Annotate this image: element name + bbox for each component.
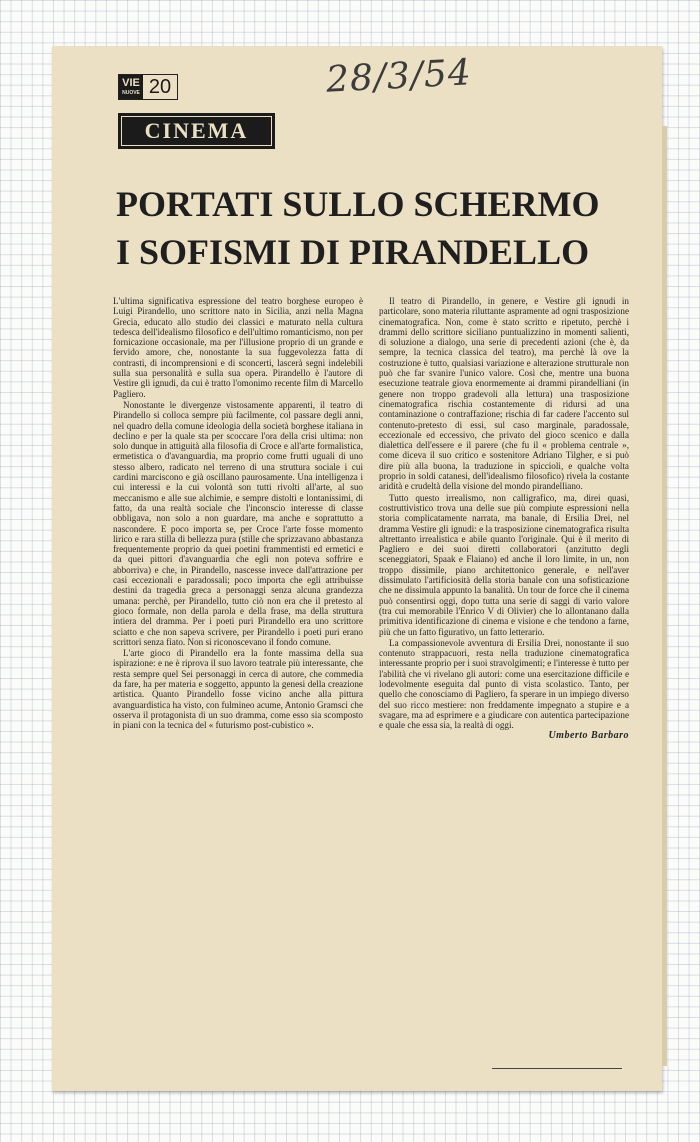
paragraph: Nonostante le divergenze vistosamente apparenti, il teatro di Pirandello si colloca sempre più facilmente, col passare degli anni, nel quadro della comune ideologia della società borghese italiana in declino e per la quale sta per scoccare l'ora della crisi ultima: non solo dunque in attiguità alla filosofia di Croce e all'arte formalistica, ermetistica o d'avanguardia, ma proprio come frutti uguali di uno stesso albero, radicato nel terreno di una struttura sociale i cui cardini marciscono e già oscillano paurosamente. Una intelligenza i cui interessi e la cui volontà son tutti rivolti all'arte, al suo meccanismo e alle sue alchimie, e sempre distolti e lontanissimi, di fatto, da una realtà sociale che l'inconscio interesse di classe obbligava, non solo a non guardare, ma anche e soprattutto a nascondere. E poco importa se, per Croce l'arte fosse momento lirico e rara stilla di bellezza pura (stille che sprizzavano abbastanza frequentemente proprio da quei poetini frammentisti ed ermetici e da quei pittori d'avanguardia che egli non poteva soffrire e abborriva) e che, in Pirandello, nascesse invece dall'attrazione per casi eccezionali e paradossali; poco importa che egli attribuisse destini da tragedia greca a personaggi senza alcuna grandezza umana: perchè, per Pirandello, tutto ciò non era che il pretesto al gioco formale, non della parola e della frase, ma della struttura intiera del dramma. Per i poeti puri Pirandello era uno scrittore sciatto e che non sapeva scrivere, per Pirandello i poeti puri erano scrittori senza fiato. Non si riconoscevano il fondo comune.	[113, 399, 363, 647]
paragraph: Il teatro di Pirandello, in genere, e Vestire gli ignudi in particolare, sono materia riluttante aspramente ad ogni trasposizione cinematografica. Non, come è stato scritto e ripetuto, perchè i drammi dello scrittore siciliano puntualizzino in momenti salienti, di soluzione a dialogo, una serie di precedenti azioni (che è, da sempre, la tecnica classica del teatro), ma perchè là ove la costruzione è tutto, qualsiasi variazione e alterazione strutturale non può che far svanire l'unico valore. Così che, mentre una buona esecuzione teatrale giova enormemente ai drammi pirandelliani (in genere non troppo gradevoli alla lettura) una trasposizione cinematografica rischia costantemente di ridursi ad una contaminazione o contraffazione; rischia di far cadere l'accento sul contenuto-pretesto di essi, sul caso marginale, paradossale, eccezionale ed eccessivo, che privato del gioco scenico e dalla dialettica dell'essere e il parere (che fu il « problema centrale », come diceva il suo critico e sostenitore Adriano Tilgher, e si può dire più alla buona, la traduzione in spiccioli, e qualche volta proprio in soldi catanesi, dell'idealismo filosofico) rivela la costante aridità e crudeltà della visione del mondo pirandelliano.	[379, 296, 629, 492]
page-number: 20	[148, 76, 172, 98]
article-headline	[116, 180, 636, 276]
author-signature: Umberto Barbaro	[548, 730, 629, 742]
handwritten-date: 28/3/54	[325, 52, 473, 101]
end-rule	[492, 1068, 622, 1069]
headline-line-2: I SOFISMI DI PIRANDELLO	[116, 232, 590, 272]
magazine-logo-subtext: NUOVE	[122, 90, 140, 96]
magazine-logo-text: VIE	[122, 77, 140, 89]
section-label: CINEMA	[118, 113, 275, 149]
magazine-logo	[118, 74, 178, 100]
paragraph: Tutto questo irrealismo, non calligrafico, ma, direi quasi, costruttivistico trova una delle sue più compiute espressioni nella storia complicatamente narrata, ma banale, di Ersilia Drei, nel dramma Vestire gli ignudi: e la trasposizione cinematografica risulta altrettanto irrealistica e abile quanto l'originale. Qui è il merito di Pagliero e dei suoi diretti collaboratori (anzitutto degli sceneggiatori, Spaak e Flaiano) ed anche il loro limite, in un, non troppo dissimile, piano architettonico generale, e nell'aver dissimulato l'artificiosità della storia banale con una sofisticazione che ne dissimula appunto la banalità. Un tour de force che il cinema può consentirsi oggi, dopo tutta una serie di saggi di vario valore (tra cui memorabile l'Enrico V di Olivier) che lo allontanano dalla primitiva identificazione di cinema e visione e che tendono a farne, più che un fatto figurativo, un fatto letterario.	[379, 492, 629, 637]
article-column-right	[379, 296, 629, 1068]
headline-line-1: PORTATI SULLO SCHERMO	[116, 184, 600, 224]
paragraph: L'arte gioco di Pirandello era la fonte massima della sua ispirazione: e ne è riprova il suo lavoro teatrale più interessante, che resta sempre quel Sei personaggi in cerca di autore, che commedia da fare, ha per materia e soggetto, appunto la genesi della creazione artistica. Quanto Pirandello fosse vicino anche alla pittura avanguardistica ha visto, con fulmineo acume, Antonio Gramsci che osserva il protagonista di un suo dramma, come esso sia scomposto in piani con la tecnica del « futurismo post-cubistico ».	[113, 648, 363, 731]
article-body	[113, 296, 629, 1068]
article-column-left	[113, 296, 363, 1068]
magazine-logo-mark	[119, 75, 143, 99]
paragraph: L'ultima significativa espressione del teatro borghese europeo è Luigi Pirandello, uno scrittore nato in Sicilia, anzi nella Magna Grecia, educato allo studio dei classici e maturato nella cultura tedesca dell'idealismo filosofico e dell'ultimo romanticismo, non per fornicazione occasionale, ma per l'illusione proprio di un grande e fervido amore, che, nonostante la sua fuggevolezza fatta di contrasti, di incomprensioni e di sconcerti, lascerà segni indelebili sulla sua personalità e sulla sua opera. Pirandello è l'autore di Vestire gli ignudi, da cui è tratto l'omonimo recente film di Marcello Pagliero.	[113, 296, 363, 399]
paragraph: La compassionevole avventura di Ersilia Drei, nonostante il suo contenuto strappacuori, resta nella traduzione cinematografica interessante proprio per i suoi stravolgimenti; e l'interesse è tutto per l'abilità che vi rivelano gli autori: come una esercitazione difficile e lodevolmente eseguita dal punto di vista scolastico. Tanto, per quello che conosciamo di Pagliero, fa sperare in un impiego diverso del suo ricco mestiere: non freddamente impegnato a stupire e a svagare, ma ad esprimere e a giudicare con autentica partecipazione e quale che essa sia, la realtà di oggi.	[379, 637, 629, 731]
